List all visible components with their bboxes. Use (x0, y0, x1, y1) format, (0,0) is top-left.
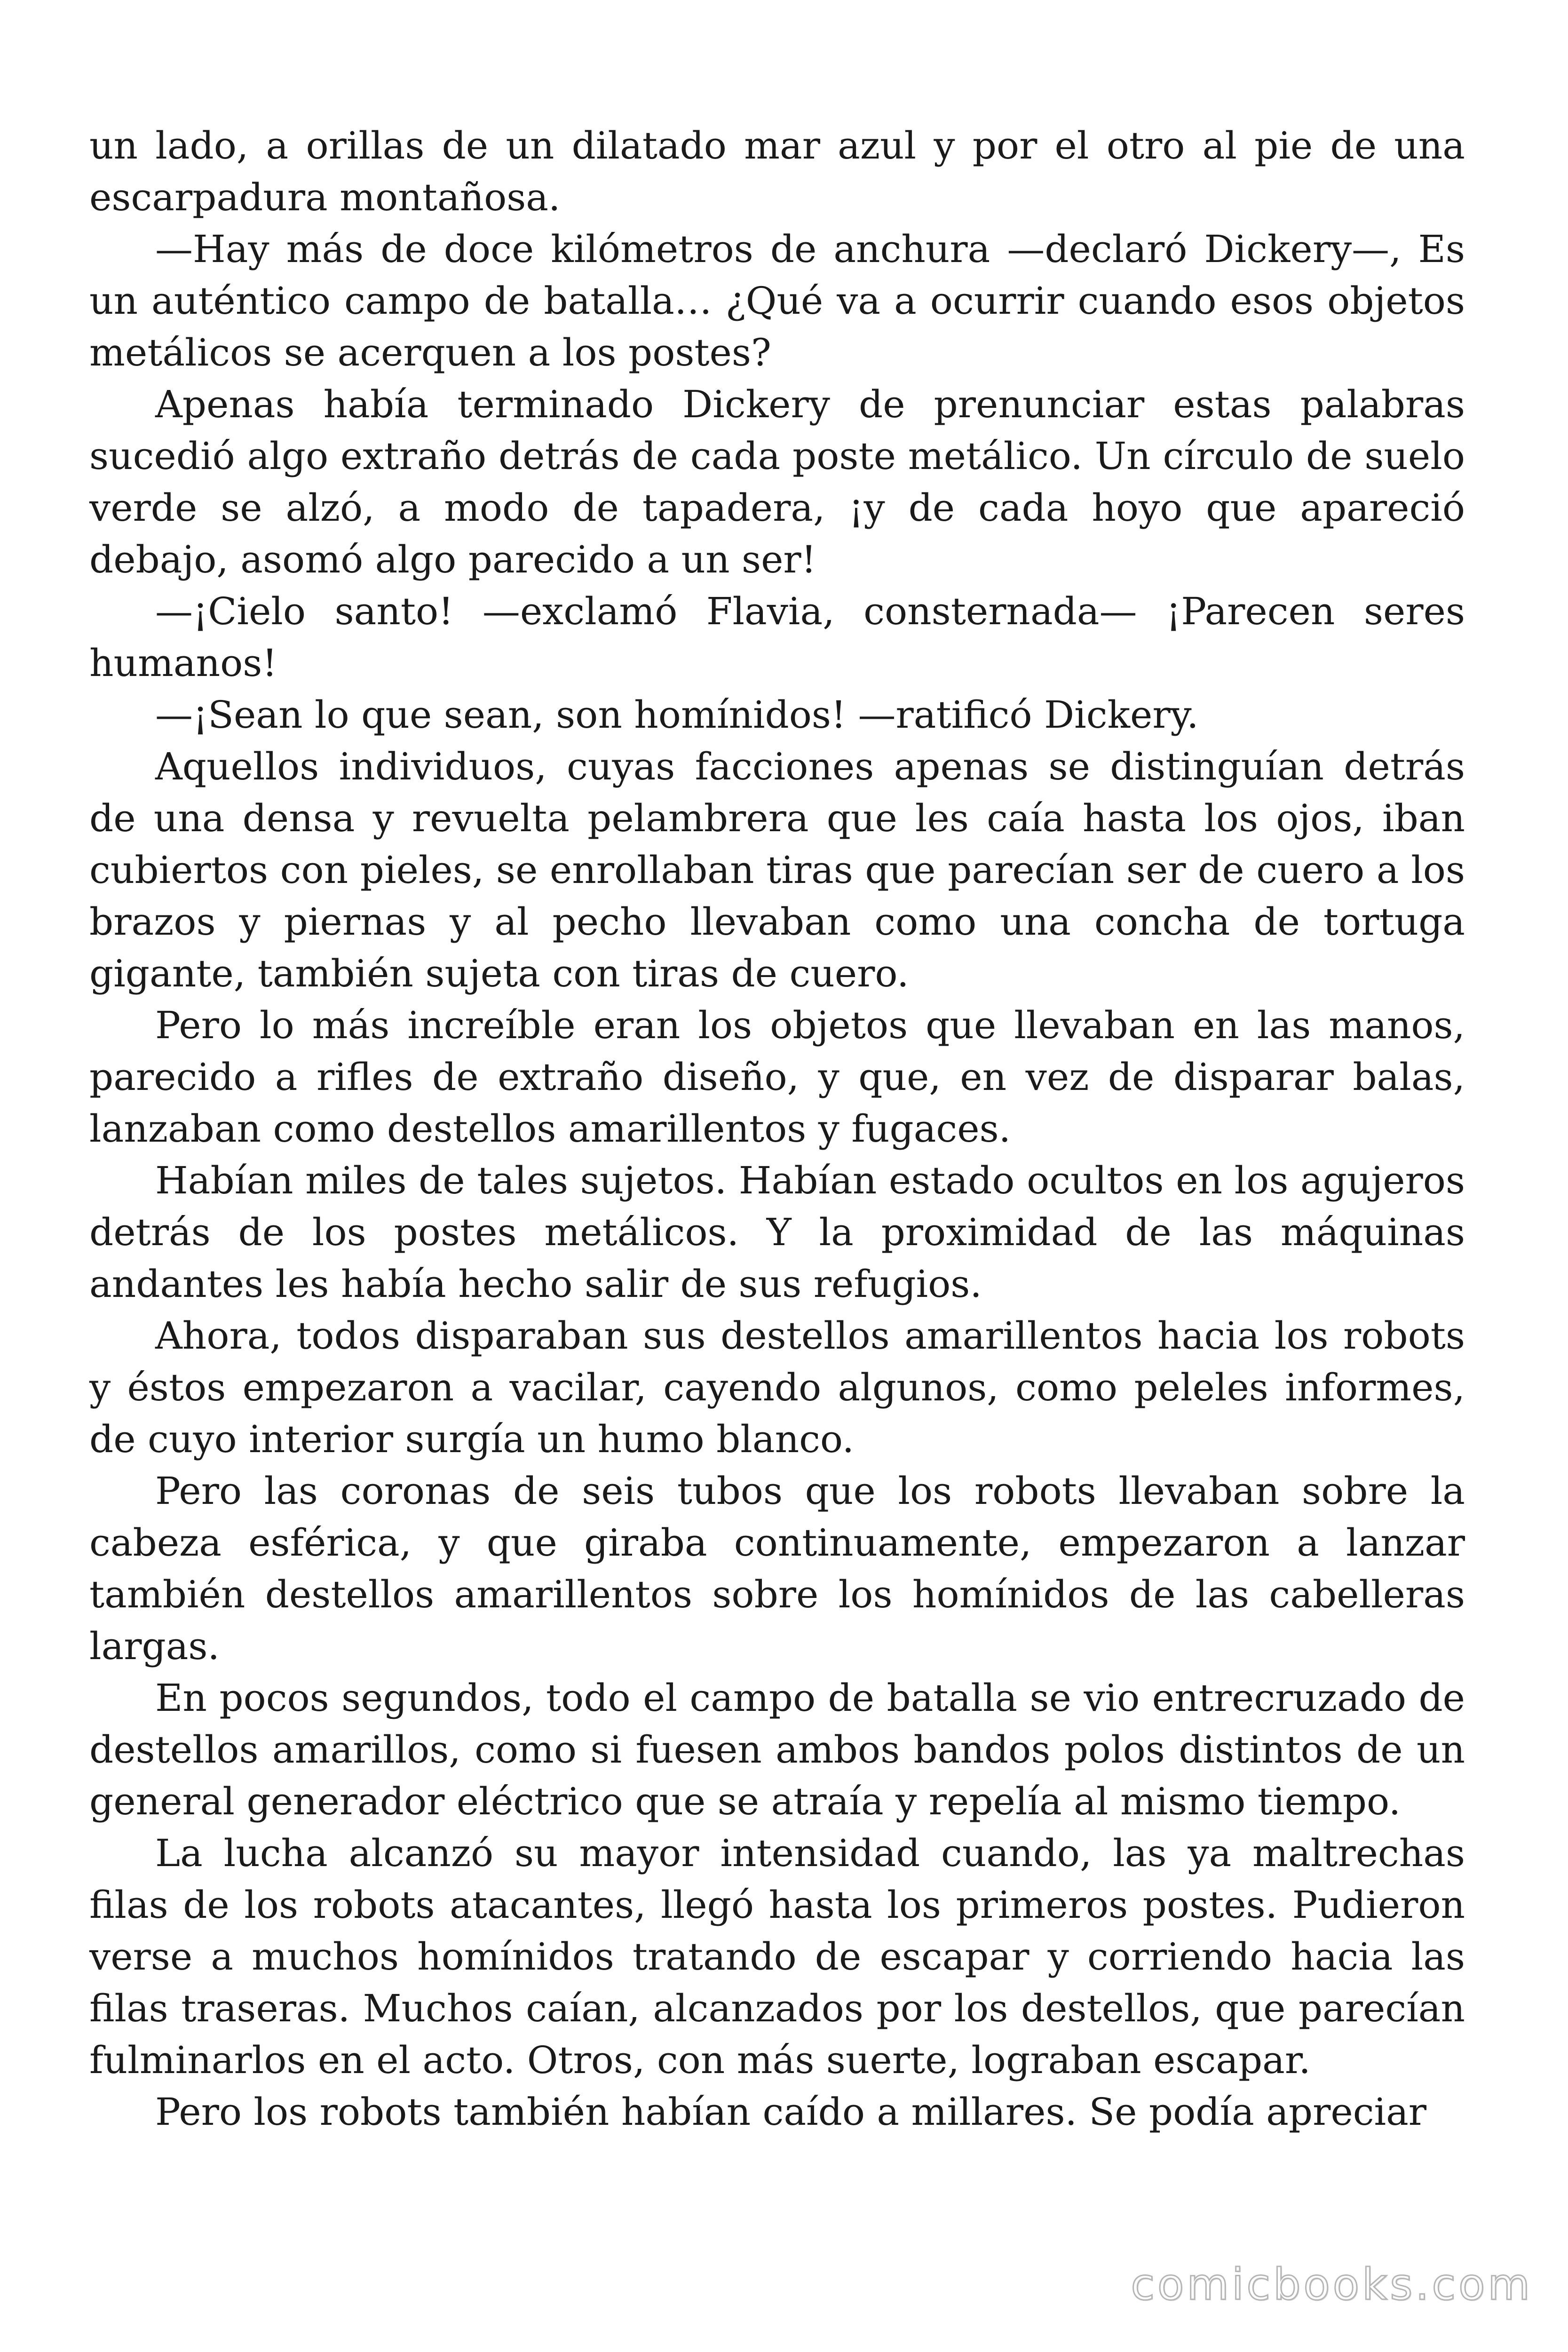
paragraph: —Hay más de doce kilómetros de anchura —declaró Dickery—, Es un auténtico campo de batalla… ¿Qué va a ocurrir cuando esos objetos metálicos se acerquen a los postes? (89, 227, 1465, 374)
watermark: comicbooks.com (1131, 2259, 1533, 2310)
paragraph: —¡Cielo santo! —exclamó Flavia, consternada— ¡Parecen seres humanos! (89, 589, 1465, 685)
paragraph: La lucha alcanzó su mayor intensidad cuando, las ya maltrechas filas de los robots atacantes, llegó hasta los primeros postes. Pudieron verse a muchos homínidos tratando de escapar y corriendo hacia las filas traseras. Muchos caían, alcanzados por los destellos, que parecían fulminarlos en el acto. Otros, con más suerte, lograban escapar. (89, 1831, 1465, 2082)
paragraph: Habían miles de tales sujetos. Habían estado ocultos en los agujeros detrás de los postes metálicos. Y la proximidad de las máquinas andantes les había hecho salir de sus refugios. (89, 1159, 1465, 1306)
paragraph: un lado, a orillas de un dilatado mar azul y por el otro al pie de una escarpadura montañosa. (89, 124, 1465, 219)
paragraph: Aquellos individuos, cuyas facciones apenas se distinguían detrás de una densa y revuelta pelambrera que les caía hasta los ojos, iban cubiertos con pieles, se enrollaban tiras que parecían ser de cuero a los brazos y piernas y al pecho llevaban como una concha de tortuga gigante, también sujeta con tiras de cuero. (89, 745, 1465, 995)
book-page (89, 120, 1465, 2138)
paragraph: Ahora, todos disparaban sus destellos amarillentos hacia los robots y éstos empezaron a vacilar, cayendo algunos, como peleles informes, de cuyo interior surgía un humo blanco. (89, 1314, 1465, 1461)
paragraph: Pero las coronas de seis tubos que los robots llevaban sobre la cabeza esférica, y que giraba continuamente, empezaron a lanzar también destellos amarillentos sobre los homínidos de las cabelleras largas. (89, 1469, 1465, 1668)
paragraph: —¡Sean lo que sean, son homínidos! —ratificó Dickery. (155, 693, 1199, 737)
paragraph: Pero los robots también habían caído a millares. Se podía apreciar (155, 2090, 1427, 2134)
paragraph: Apenas había terminado Dickery de prenunciar estas palabras sucedió algo extraño detrás de cada poste metálico. Un círculo de suelo verde se alzó, a modo de tapadera, ¡y de cada hoyo que apareció debajo, asomó algo parecido a un ser! (89, 382, 1465, 581)
paragraph: Pero lo más increíble eran los objetos que llevaban en las manos, parecido a rifles de extraño diseño, y que, en vez de disparar balas, lanzaban como destellos amarillentos y fugaces. (89, 1003, 1465, 1151)
paragraph: En pocos segundos, todo el campo de batalla se vio entrecruzado de destellos amarillos, como si fuesen ambos bandos polos distintos de un general generador eléctrico que se atraía y repelía al mismo tiempo. (89, 1676, 1465, 1823)
